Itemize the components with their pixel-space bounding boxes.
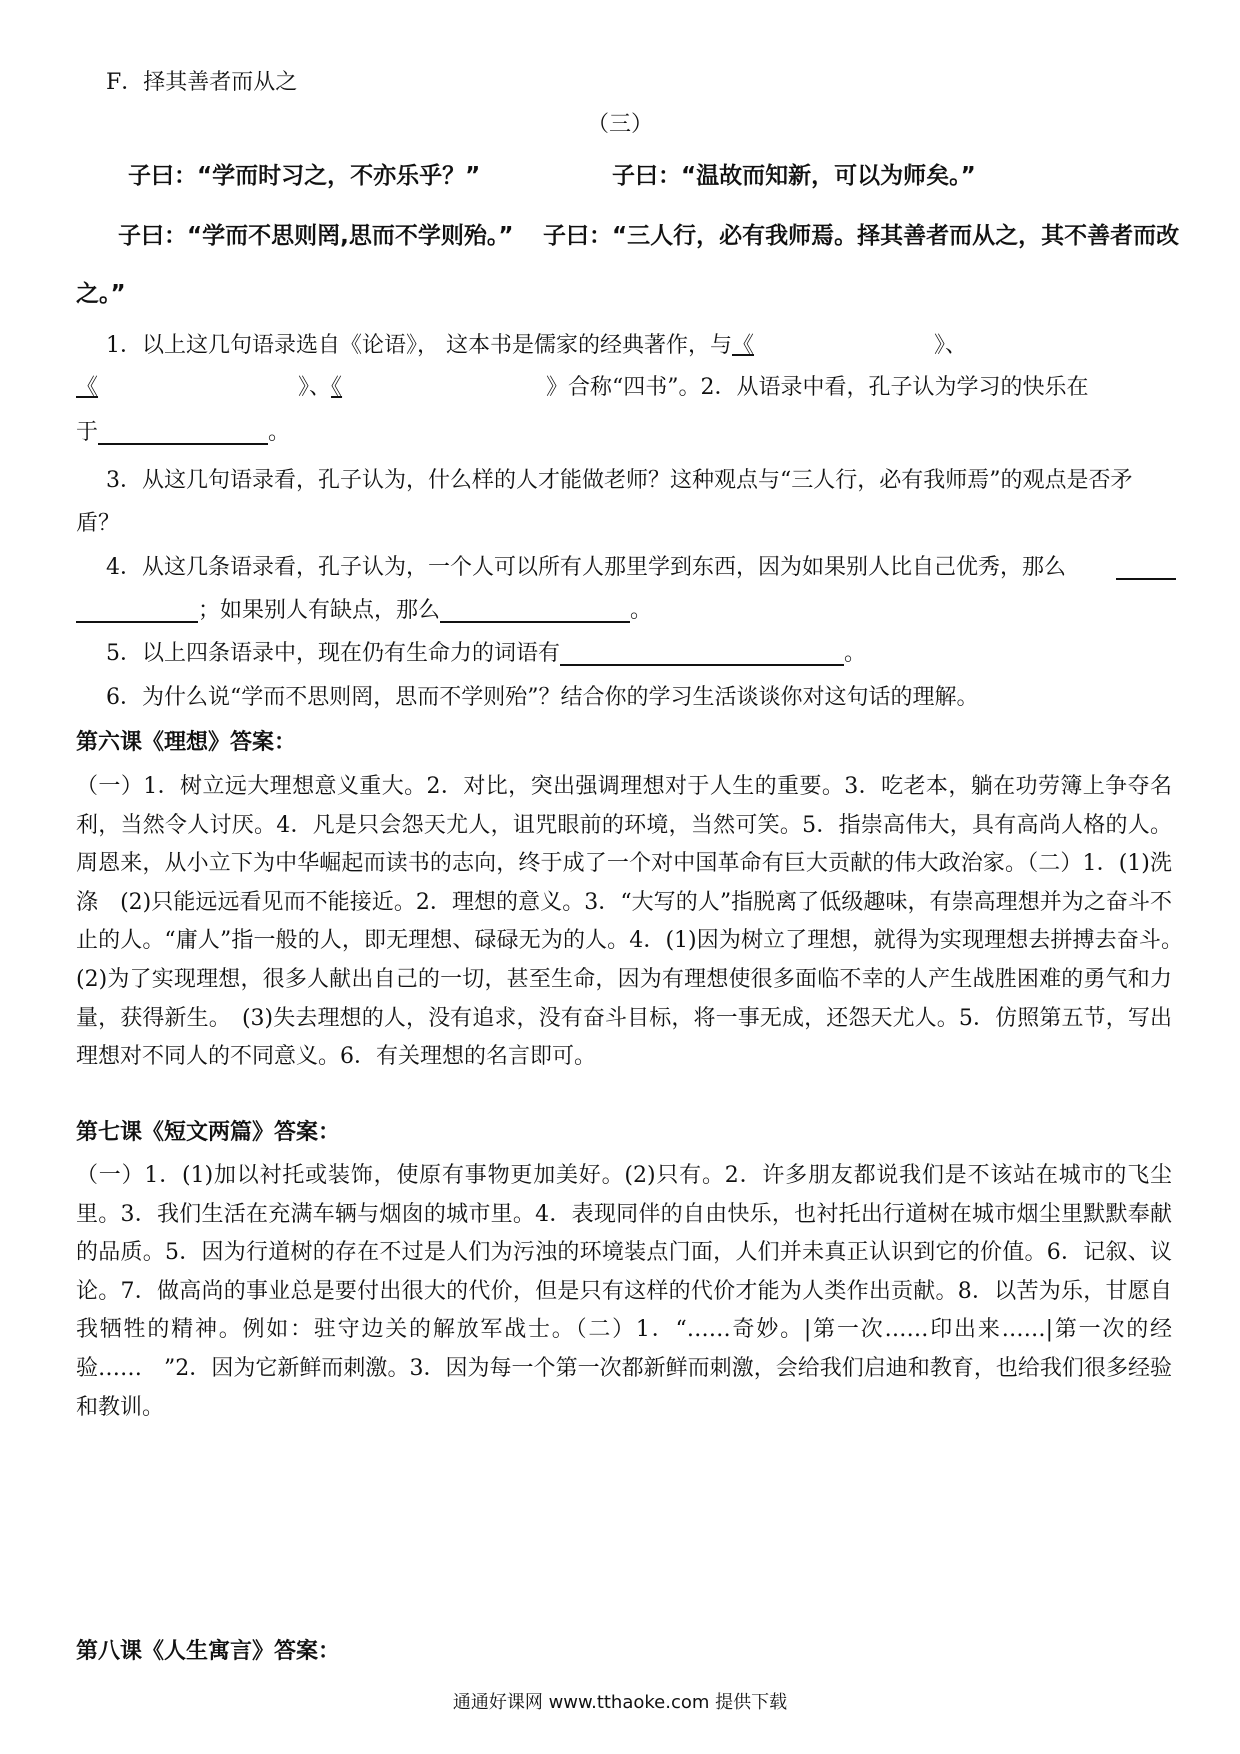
question-1-line1: 1．以上这几句语录选自《论语》， 这本书是儒家的经典著作，与《 》、 bbox=[106, 333, 968, 358]
quote-4-part2: 之。” bbox=[76, 281, 126, 307]
question-2-line: 于 。 bbox=[76, 420, 291, 445]
answer-blank-q4c[interactable] bbox=[440, 599, 630, 623]
question-5-line: 5．以上四条语录中，现在仍有生命力的词语有 。 bbox=[106, 641, 867, 666]
question-4-line1: 4．从这几条语录看，孔子认为，一个人可以所有人那里学到东西，因为如果别人比自己优秀，那么 bbox=[106, 553, 1170, 583]
lesson-6-answers: （一）1．树立远大理想意义重大。2．对比，突出强调理想对于人生的重要。3．吃老本，躺在功劳簿上争夺名利，当然令人讨厌。4．凡是只会怨天尤人，诅咒眼前的环境，当然可笑。5．指崇高伟大，具有高尚人格的人。周恩来，从小立下为中华崛起而读书的志向，终于成了一个对中国革命有巨大贡献的伟大政治家。（二）1．(1)洗涤 (2)只能远远看见而不能接近。2．理想的意义。3．“大写的人”指脱离了低级趣味，有崇高理想并为之奋斗不止的人。“庸人”指一般的人，即无理想、碌碌无为的人。4．(1)因为树立了理想，就得为实现理想去拼搏去奋斗。 (2)为了实现理想，很多人献出自己的一切，甚至生命，因为有理想使很多面临不幸的人产生战胜困难的勇气和力量，获得新生。 (3)失去理想的人，没有追求，没有奋斗目标，将一事无成，还怨天尤人。5．仿照第五节，写出理想对不同人的不同意义。6．有关理想的名言即可。 bbox=[76, 774, 1195, 1070]
book-blank-3[interactable]: 《 bbox=[331, 375, 343, 400]
quote-1: 子曰：“学而时习之，不亦乐乎？” bbox=[128, 163, 481, 189]
page-footer: 通通好课网 www.tthaoke.com 提供下载 bbox=[452, 1692, 788, 1713]
question-4-line2: ；如果别人有缺点，那么 。 bbox=[76, 596, 1170, 626]
section-number: （三） bbox=[586, 112, 653, 137]
quote-4-part1: 子曰：“三人行，必有我师焉。择其善者而从之，其不善者而改 bbox=[543, 223, 1180, 249]
answer-blank-q4b[interactable] bbox=[76, 599, 198, 623]
question-3-line2: 盾？ bbox=[76, 511, 121, 536]
question-6-line: 6．为什么说“学而不思则罔，思而不学则殆”？结合你的学习生活谈谈你对这句话的理解。 bbox=[106, 685, 979, 710]
question-1-text: 1．以上这几句语录选自《论语》， 这本书是儒家的经典著作，与 bbox=[106, 333, 732, 358]
question-1-line2: 《 》、《 》合称“四书”。2．从语录中看，孔子认为学习的快乐在 bbox=[76, 375, 1089, 400]
book-blank-1[interactable]: 《 bbox=[732, 333, 755, 358]
lesson-7-answers: （一）1．(1)加以衬托或装饰，使原有事物更加美好。(2)只有。2．许多朋友都说我们是不该站在城市的飞尘里。3．我们生活在充满车辆与烟囱的城市里。4．表现同伴的自由快乐，也衬托出行道树在城市烟尘里默默奉献的品质。5．因为行道树的存在不过是人们为污浊的环境装点门面，人们并未真正认识到它的价值。6．记叙、议论。7．做高尚的事业总是要付出很大的代价，但是只有这样的代价才能为人类作出贡献。8．以苦为乐，甘愿自我牺牲的精神。例如：驻守边关的解放军战士。（二）1．“……奇妙。|第一次……印出来……|第一次的经验…… ”2．因为它新鲜而刺激。3．因为每一个第一次都新鲜而刺激，会给我们启迪和教育，也给我们很多经验和教训。 bbox=[76, 1163, 1172, 1420]
book-blank-2[interactable]: 《 bbox=[76, 375, 99, 400]
lesson-7-heading: 第七课《短文两篇》答案： bbox=[76, 1119, 341, 1145]
question-3-line1: 3．从这几句语录看，孔子认为，什么样的人才能做老师？这种观点与“三人行，必有我师焉”的观点是否矛 bbox=[106, 468, 1133, 493]
quote-3: 子曰：“学而不思则罔,思而不学则殆。” bbox=[118, 223, 514, 249]
answer-blank-q5[interactable] bbox=[560, 642, 844, 666]
lesson-8-heading: 第八课《人生寓言》答案： bbox=[76, 1638, 341, 1664]
lesson-6-heading: 第六课《理想》答案： bbox=[76, 729, 297, 755]
quote-2: 子曰：“温故而知新，可以为师矣。” bbox=[612, 163, 976, 189]
answer-blank-q2[interactable] bbox=[98, 421, 268, 445]
answer-blank-q4a[interactable] bbox=[1116, 556, 1176, 580]
option-f: F．择其善者而从之 bbox=[106, 70, 298, 95]
